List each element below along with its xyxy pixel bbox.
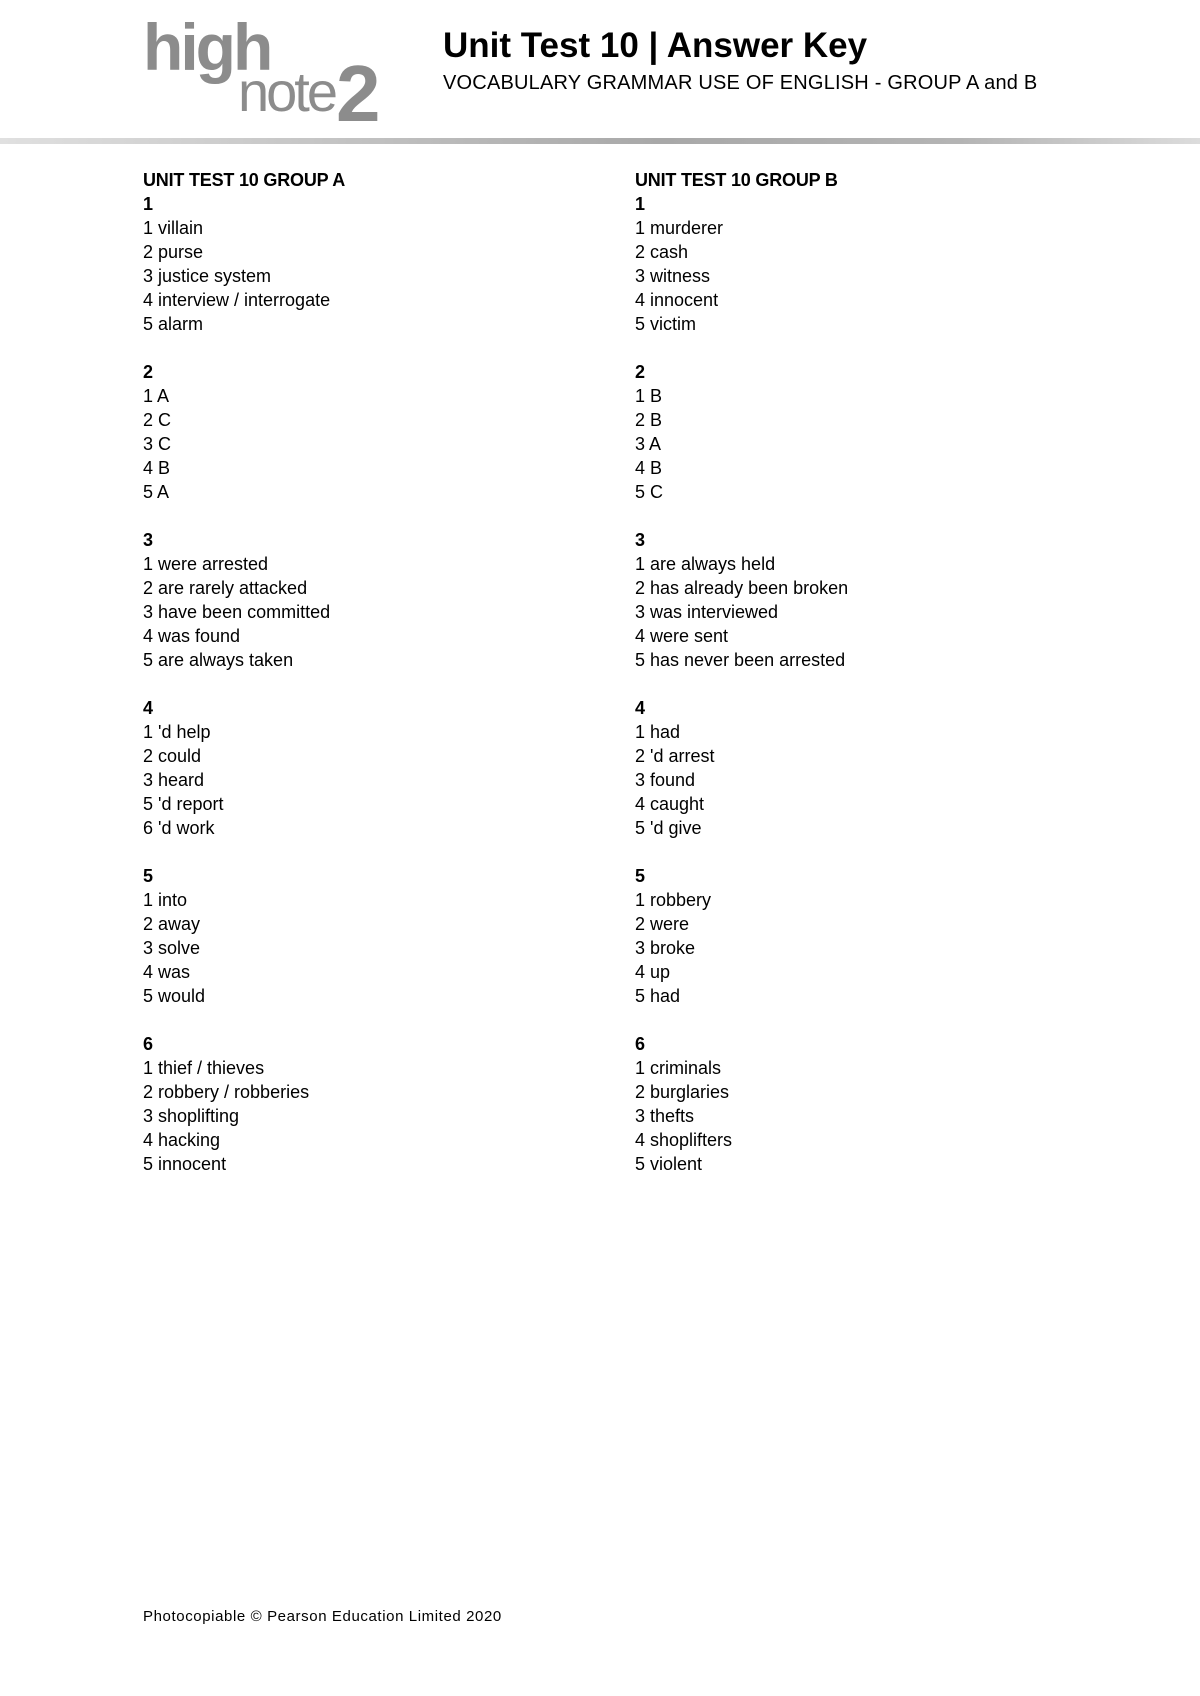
section-number: 1	[635, 194, 646, 214]
copyright-footer: Photocopiable © Pearson Education Limited 2020	[143, 1608, 502, 1625]
answer-item: 3 was interviewed	[635, 602, 779, 622]
answer-item: 1 had	[635, 722, 681, 742]
section-number: 3	[143, 530, 154, 550]
answer-item: 4 up	[635, 962, 671, 982]
section-number: 2	[635, 362, 646, 382]
answer-item: 3 witness	[635, 266, 711, 286]
logo-word-high: high	[143, 10, 271, 84]
answer-item: 5 violent	[635, 1154, 703, 1174]
answer-item: 5 has never been arrested	[635, 650, 846, 670]
answer-item: 5 alarm	[143, 314, 204, 334]
answer-item: 5 A	[143, 482, 170, 502]
high-note-logo	[143, 10, 383, 138]
section-number: 2	[143, 362, 154, 382]
section-number: 5	[143, 866, 154, 886]
answer-item: 2 cash	[635, 242, 689, 262]
group-heading: UNIT TEST 10 GROUP B	[635, 170, 838, 190]
answer-item: 4 was	[143, 962, 191, 982]
answer-item: 2 'd arrest	[635, 746, 715, 766]
answer-section	[143, 192, 583, 336]
answer-item: 5 are always taken	[143, 650, 294, 670]
answer-item: 2 are rarely attacked	[143, 578, 308, 598]
answer-item: 3 broke	[635, 938, 696, 958]
answer-item: 5 C	[635, 482, 664, 502]
answer-item: 3 thefts	[635, 1106, 695, 1126]
answer-section	[635, 528, 1075, 672]
answer-item: 1 criminals	[635, 1058, 722, 1078]
answer-item: 2 C	[143, 410, 172, 430]
answer-item: 1 villain	[143, 218, 204, 238]
answer-item: 3 A	[635, 434, 662, 454]
answer-item: 3 C	[143, 434, 172, 454]
section-number: 4	[635, 698, 646, 718]
answer-item: 1 were arrested	[143, 554, 269, 574]
answer-item: 4 shoplifters	[635, 1130, 733, 1150]
answer-item: 3 heard	[143, 770, 205, 790]
section-number: 3	[635, 530, 646, 550]
section-number: 6	[635, 1034, 646, 1054]
answer-item: 1 thief / thieves	[143, 1058, 265, 1078]
answer-item: 1 'd help	[143, 722, 211, 742]
answer-section	[143, 528, 583, 672]
answer-item: 4 B	[635, 458, 663, 478]
answer-item: 4 caught	[635, 794, 705, 814]
section-number: 5	[635, 866, 646, 886]
answer-item: 5 had	[635, 986, 681, 1006]
answer-section	[143, 696, 583, 840]
group-b-column	[635, 168, 1075, 1200]
answer-item: 3 justice system	[143, 266, 272, 286]
answer-section	[635, 360, 1075, 504]
answer-item: 1 are always held	[635, 554, 776, 574]
answer-item: 4 were sent	[635, 626, 729, 646]
group-a-column	[143, 168, 583, 1200]
answer-item: 3 found	[635, 770, 696, 790]
group-heading: UNIT TEST 10 GROUP A	[143, 170, 346, 190]
page-title: Unit Test 10 | Answer Key	[443, 26, 868, 65]
answer-item: 1 murderer	[635, 218, 724, 238]
answer-section	[635, 864, 1075, 1008]
answer-item: 4 was found	[143, 626, 241, 646]
answer-item: 1 robbery	[635, 890, 712, 910]
answer-item: 2 could	[143, 746, 202, 766]
answer-item: 6 'd work	[143, 818, 215, 838]
answer-item: 4 B	[143, 458, 171, 478]
answer-item: 1 into	[143, 890, 188, 910]
answer-item: 4 hacking	[143, 1130, 221, 1150]
section-number: 4	[143, 698, 154, 718]
answer-item: 5 victim	[635, 314, 697, 334]
answer-item: 1 A	[143, 386, 170, 406]
answer-section	[143, 864, 583, 1008]
answer-item: 2 has already been broken	[635, 578, 849, 598]
answer-item: 4 innocent	[635, 290, 719, 310]
page-subtitle: VOCABULARY GRAMMAR USE OF ENGLISH - GROUP A and B	[443, 72, 1038, 94]
answer-item: 2 purse	[143, 242, 204, 262]
answer-item: 5 'd give	[635, 818, 702, 838]
logo-number: 2	[336, 49, 381, 138]
header-divider	[0, 138, 1200, 144]
answer-section	[635, 1032, 1075, 1176]
answer-item: 3 shoplifting	[143, 1106, 240, 1126]
answer-item: 4 interview / interrogate	[143, 290, 331, 310]
answer-section	[635, 192, 1075, 336]
answer-item: 2 were	[635, 914, 690, 934]
answer-item: 1 B	[635, 386, 663, 406]
answer-item: 5 would	[143, 986, 206, 1006]
answer-item: 2 robbery / robberies	[143, 1082, 310, 1102]
answer-item: 5 'd report	[143, 794, 224, 814]
answer-item: 3 have been committed	[143, 602, 331, 622]
answer-item: 3 solve	[143, 938, 201, 958]
answer-item: 5 innocent	[143, 1154, 227, 1174]
logo-word-note: note	[238, 60, 335, 123]
answer-item: 2 B	[635, 410, 663, 430]
answer-section	[143, 1032, 583, 1176]
answer-section	[635, 696, 1075, 840]
section-number: 1	[143, 194, 154, 214]
section-number: 6	[143, 1034, 154, 1054]
answer-item: 2 away	[143, 914, 201, 934]
answer-item: 2 burglaries	[635, 1082, 730, 1102]
answer-section	[143, 360, 583, 504]
